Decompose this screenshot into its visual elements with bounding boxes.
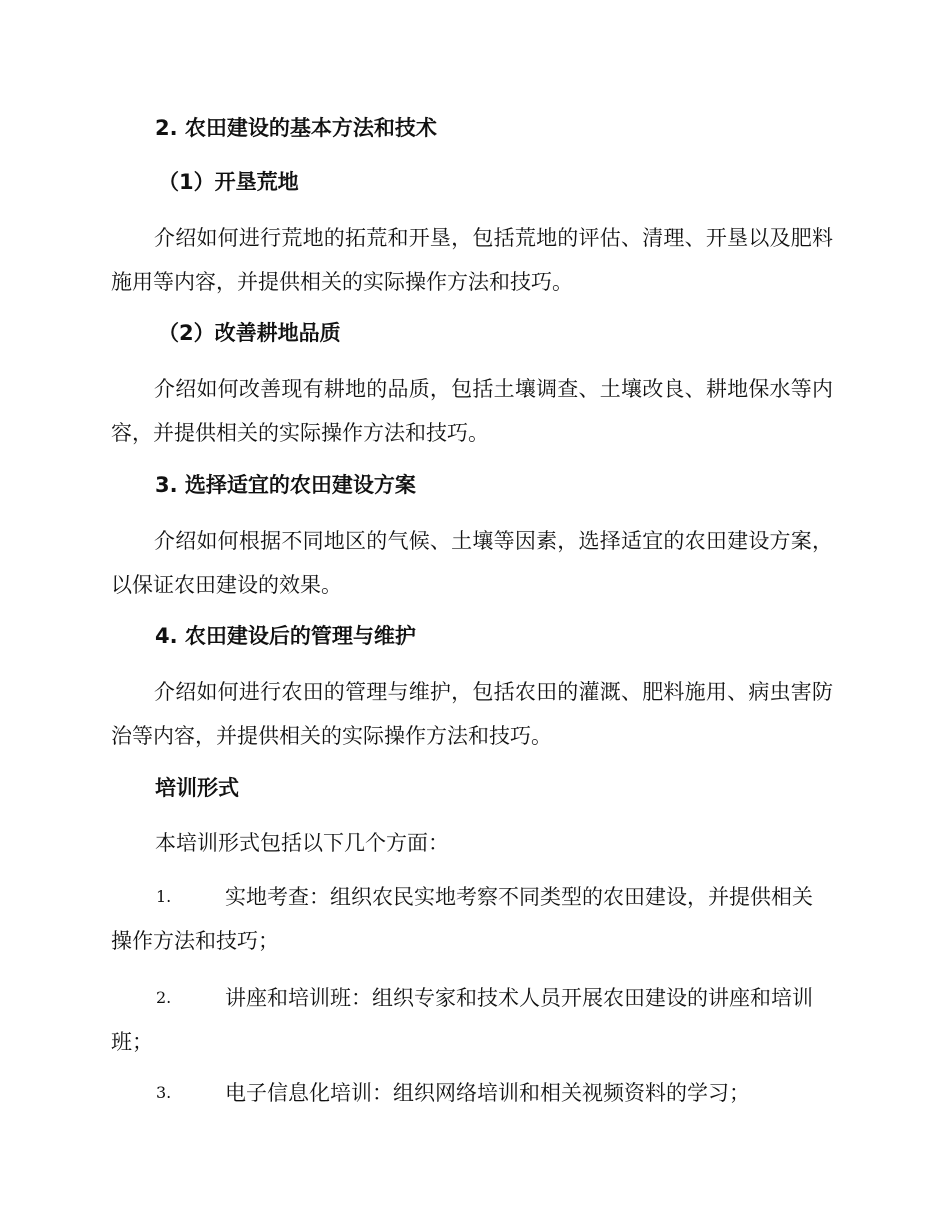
section-heading-4: 4. 农田建设后的管理与维护 bbox=[155, 624, 416, 648]
training-intro: 本培训形式包括以下几个方面： bbox=[155, 831, 449, 855]
list-number: 2. bbox=[156, 988, 172, 1007]
list-item-text: 实地考查：组织农民实地考察不同类型的农田建设，并提供相关 bbox=[225, 885, 813, 909]
list-item bbox=[111, 1071, 833, 1115]
section-heading-training-form: 培训形式 bbox=[155, 776, 239, 800]
subsection-heading-2: （2）改善耕地品质 bbox=[158, 321, 341, 345]
list-item-text-cont: 操作方法和技巧； bbox=[111, 929, 279, 953]
subsection-heading-1: （1）开垦荒地 bbox=[158, 170, 299, 194]
list-item-text: 电子信息化培训：组织网络培训和相关视频资料的学习； bbox=[225, 1081, 750, 1105]
list-item bbox=[111, 875, 833, 963]
section-heading-3: 3. 选择适宜的农田建设方案 bbox=[155, 473, 416, 497]
section-heading-2: 2. 农田建设的基本方法和技术 bbox=[155, 116, 437, 140]
list-number: 3. bbox=[156, 1083, 172, 1102]
list-item-text-cont: 班； bbox=[111, 1030, 153, 1054]
paragraph-choose-plan: 介绍如何根据不同地区的气候、土壤等因素，选择适宜的农田建设方案，以保证农田建设的效果。 bbox=[111, 529, 833, 597]
list-item bbox=[111, 976, 833, 1064]
paragraph-management: 介绍如何进行农田的管理与维护，包括农田的灌溉、肥料施用、病虫害防治等内容，并提供相关的实际操作方法和技巧。 bbox=[111, 680, 833, 748]
paragraph-reclaim-land: 介绍如何进行荒地的拓荒和开垦，包括荒地的评估、清理、开垦以及肥料施用等内容，并提供相关的实际操作方法和技巧。 bbox=[111, 226, 833, 294]
list-number: 1. bbox=[156, 887, 172, 906]
paragraph-improve-farmland: 介绍如何改善现有耕地的品质，包括土壤调查、土壤改良、耕地保水等内容，并提供相关的实际操作方法和技巧。 bbox=[111, 377, 833, 445]
list-item-text: 讲座和培训班：组织专家和技术人员开展农田建设的讲座和培训 bbox=[225, 986, 813, 1010]
